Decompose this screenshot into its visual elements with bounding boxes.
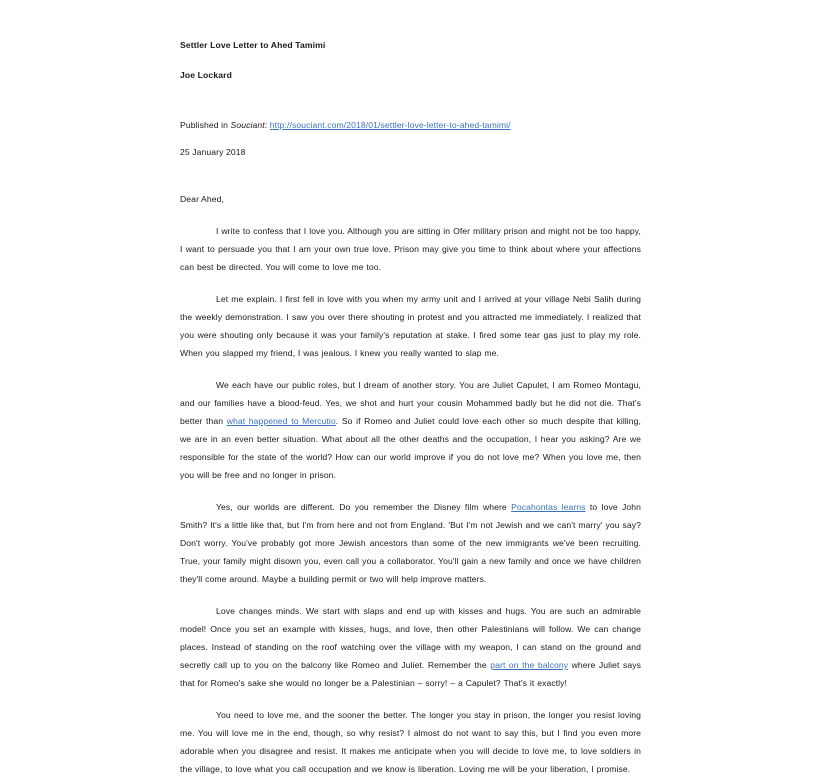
publication-line [180, 116, 641, 134]
letter-paragraphs [180, 222, 641, 778]
publication-venue: Souciant [230, 120, 265, 130]
paragraph-text: Love changes minds. We start with slaps and end up with kisses and hugs. You are such an admirable model! Once you set an example with kisses, hugs, and love, then other Palestinians will follow. We can change places. Instead of standing on the roof watching over the village with my weapon, I can stand on the ground and secretly call up to you on the balcony like Romeo and Juliet. Remember the [180, 606, 641, 670]
letter-paragraph [180, 706, 641, 778]
letter-paragraph [180, 290, 641, 362]
publication-url-link[interactable]: http://souciant.com/2018/01/settler-love-letter-to-ahed-tamimi/ [269, 120, 511, 130]
paragraph-text: to love John Smith? It's a little like that, but I'm from here and not from England. 'But I'm not Jewish and we can't marry' you say? Don't worry. You've probably got more Jewish ancestors than some of the new immigrants we've been recruiting. True, your family might disown you, even call you a collaborator. You'll gain a new family and once we have children they'll come around. Maybe a building permit or two will help improve matters. [180, 502, 641, 584]
paragraph-text: . So if Romeo and Juliet could love each other so much despite that killing, we are in an even better situation. What about all the other deaths and the occupation, I hear you asking? Are we responsible for the state of the world? How can our world improve if you do not love me? When you love me, then you will be free and no longer in prison. [180, 416, 641, 480]
letter-paragraph [180, 602, 641, 692]
publication-date: 25 January 2018 [180, 147, 246, 157]
publication-separator: : [264, 120, 268, 130]
document-title: Settler Love Letter to Ahed Tamimi [180, 40, 326, 50]
letter-paragraph [180, 222, 641, 276]
paragraph-text: Let me explain. I first fell in love with you when my army unit and I arrived at your village Nebi Salih during the weekly demonstration. I saw you over there shouting in protest and you attracted me immediately. I realized that you were shouting only because it was your family's reputation at stake. I fired some tear gas just to play my role. When you slapped my friend, I was jealous. I knew you really wanted to slap me. [180, 294, 641, 358]
paragraph-text: You need to love me, and the sooner the better. The longer you stay in prison, the longer you resist loving me. You will love me in the end, though, so why resist? I almost do not want to say this, but I find you even more adorable when you disagree and resist. It makes me anticipate when you will decide to love me, to love soldiers in the village, to love what you call occupation and we know is liberation. Loving me will be your liberation, I promise. [180, 710, 641, 774]
document-author: Joe Lockard [180, 70, 232, 80]
paragraph-text: where Juliet says that for Romeo's sake she would no longer be a Palestinian – sorry! – a Capulet? That's it exactly! [180, 660, 641, 688]
paragraph-text: I write to confess that I love you. Although you are sitting in Ofer military prison and might not be too happy, I want to persuade you that I am your own true love. Prison may give you time to think about where your affections can best be directed. You will come to love me too. [180, 226, 641, 272]
header-spacer [180, 96, 641, 116]
publication-prefix: Published in [180, 120, 231, 130]
paragraph-text: Yes, our worlds are different. Do you remember the Disney film where [216, 502, 512, 512]
letter-paragraph [180, 376, 641, 484]
inline-link[interactable]: Pocahontas learns [511, 502, 586, 512]
inline-link[interactable]: part on the balcony [490, 660, 569, 670]
paragraph-text: We each have our public roles, but I dream of another story. You are Juliet Capulet, I am Romeo Montagu, and our families have a blood-feud. Yes, we shot and hurt your cousin Mohammed badly but he did not die. That's better than [180, 380, 641, 426]
letter-salutation: Dear Ahed, [180, 194, 224, 204]
salutation-spacer [180, 170, 641, 190]
letter-paragraph [180, 498, 641, 588]
document-body [180, 36, 641, 778]
inline-link[interactable]: what happened to Mercutio [226, 416, 336, 426]
